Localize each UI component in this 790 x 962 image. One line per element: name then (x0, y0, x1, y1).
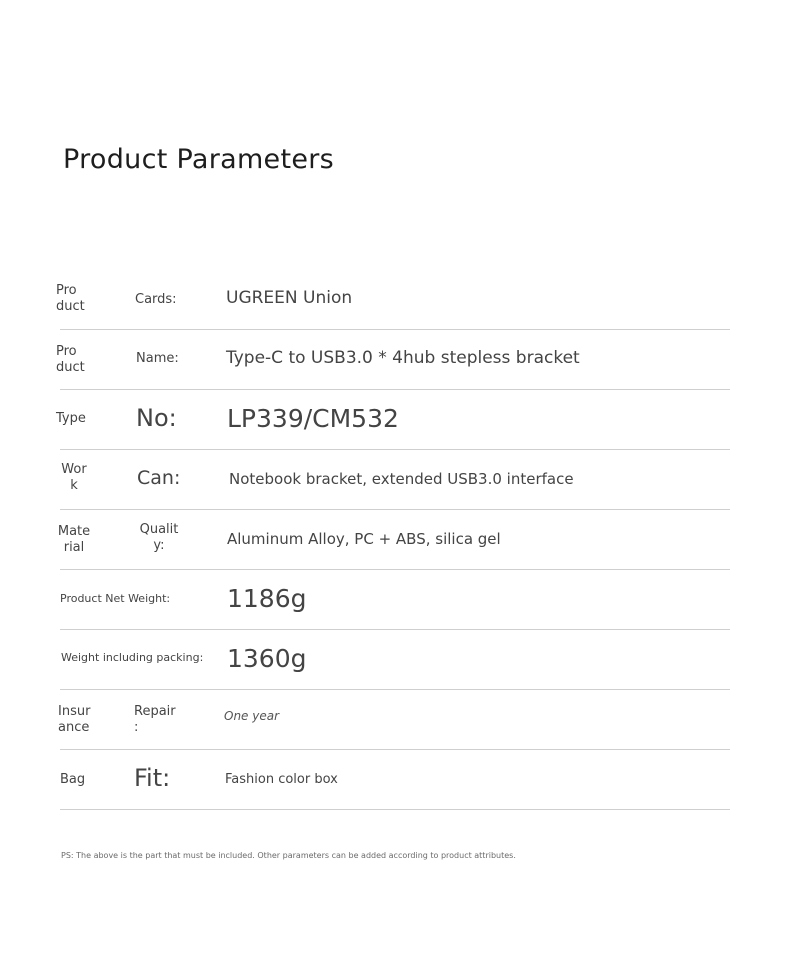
row-label: Pro duct (56, 283, 85, 314)
row-value: 1186g (227, 584, 307, 613)
row-value: Aluminum Alloy, PC + ABS, silica gel (227, 530, 501, 548)
table-row (0, 690, 790, 750)
row-label: Bag (60, 772, 86, 787)
row-label: Insur ance (58, 704, 91, 735)
row-label: Pro duct (56, 344, 85, 375)
table-row (0, 270, 790, 330)
row-value: UGREEN Union (226, 288, 353, 308)
row-value: Type-C to USB3.0 * 4hub stepless bracket (226, 348, 580, 368)
row-value: 1360g (227, 644, 307, 673)
row-label: Type (56, 411, 86, 426)
row-sublabel: Name: (136, 351, 179, 366)
table-row (0, 450, 790, 510)
row-value: Fashion color box (225, 772, 338, 787)
page-title: Product Parameters (63, 144, 335, 175)
row-sublabel: Cards: (135, 292, 177, 307)
table-row (0, 330, 790, 390)
table-row (0, 390, 790, 450)
row-sublabel: Repair : (134, 704, 176, 735)
table-row (0, 750, 790, 810)
row-sublabel: No: (136, 404, 177, 432)
row-value: Notebook bracket, extended USB3.0 interface (229, 470, 574, 488)
row-value: LP339/CM532 (227, 404, 399, 433)
row-value: One year (224, 709, 280, 723)
row-sublabel: Can: (137, 467, 181, 489)
row-label: Product Net Weight: (60, 592, 171, 605)
table-row (0, 510, 790, 570)
table-row (0, 630, 790, 690)
row-label: Mate rial (57, 524, 91, 555)
table-row (0, 570, 790, 630)
row-label: Wor k (61, 462, 87, 493)
footnote: PS: The above is the part that must be included. Other parameters can be added according to product attributes. (61, 851, 516, 860)
row-divider (60, 809, 730, 810)
row-label: Weight including packing: (61, 651, 204, 664)
row-sublabel: Fit: (134, 764, 171, 792)
row-sublabel: Qualit y: (139, 522, 179, 553)
